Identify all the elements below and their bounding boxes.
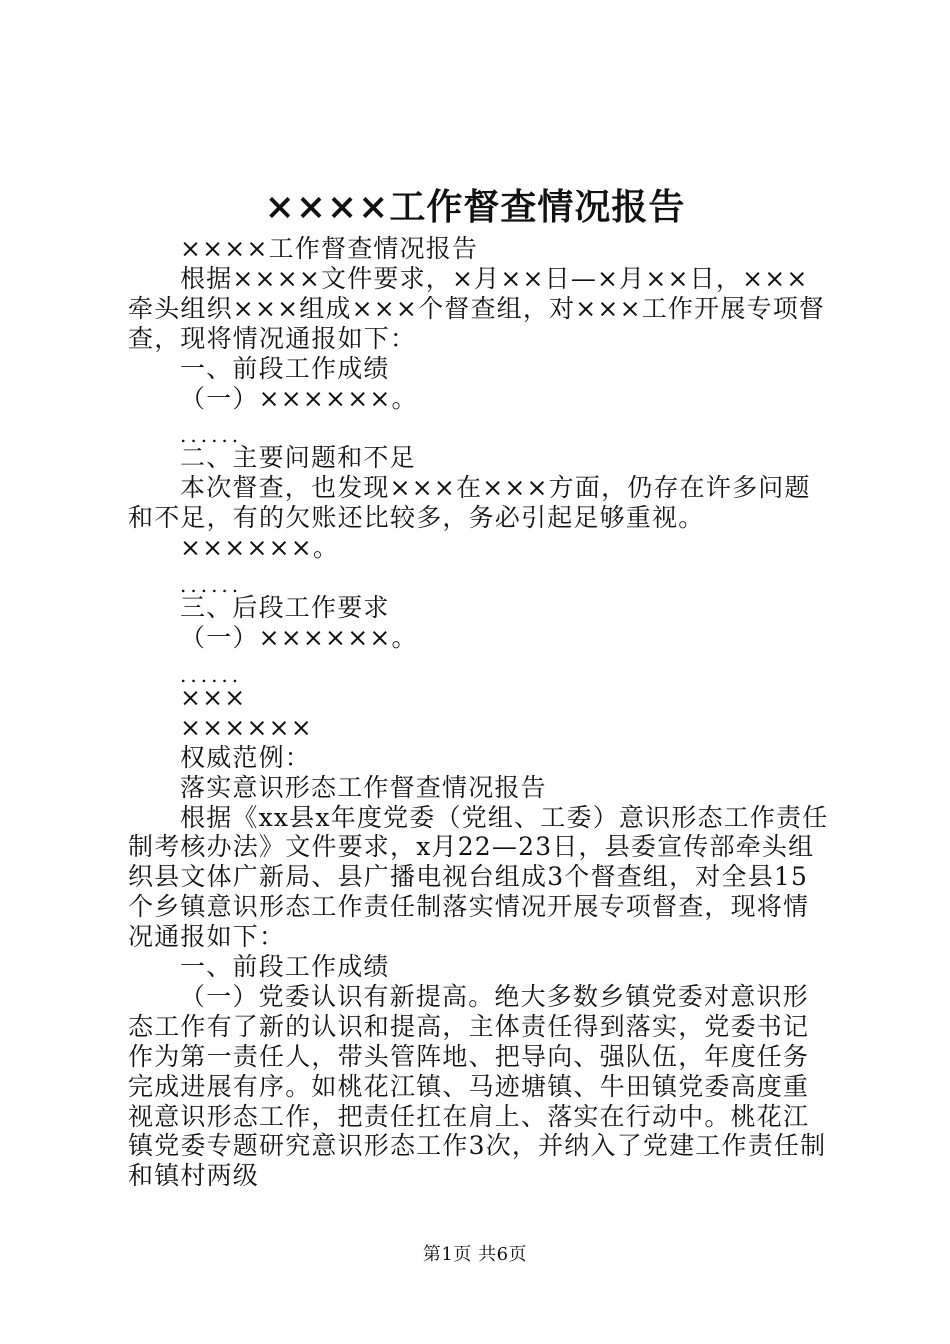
paragraph-intro: 根据××××文件要求，×月××日—×月××日，×××牵头组织×××组成×××个督查组，对×××工作开展专项督查，现将情况通报如下： xyxy=(128,263,826,353)
example-title: 落实意识形态工作督查情况报告 xyxy=(180,772,547,802)
example-paragraph-1: （一）党委认识有新提高。绝大多数乡镇党委对意识形态工作有了新的认识和提高，主体责任得到落实，党委书记作为第一责任人，带头管阵地、把导向、强队伍，年度任务完成进展有序。如桃花江镇、马迹塘镇、牛田镇党委高度重视意识形态工作，把责任扛在肩上、落实在行动中。桃花江镇党委专题研究意识形态工作3次，并纳入了党建工作责任制和镇村两级 xyxy=(128,981,827,1191)
ellipsis-1: ...... xyxy=(180,423,243,448)
page-number: 第1页 共6页 xyxy=(422,1244,528,1265)
paragraph-problems-detail: ××××××。 xyxy=(180,533,340,563)
paragraph-subtitle: ××××工作督查情况报告 xyxy=(180,234,479,263)
ellipsis-3: ...... xyxy=(180,662,243,687)
document-title: ××××工作督查情况报告 xyxy=(264,186,686,228)
example-label: 权威范例： xyxy=(180,742,312,772)
heading-section-2: 二、主要问题和不足 xyxy=(180,443,416,473)
example-heading-section-1: 一、前段工作成绩 xyxy=(180,952,390,982)
example-intro: 根据《xx县x年度党委（党组、工委）意识形态工作责任制考核办法》文件要求，x月22—23日，县委宣传部牵头组织县文体广新局、县广播电视台组成3个督查组，对全县15个乡镇意识形态工作责任制落实情况开展专项督查，现将情况通报如下： xyxy=(128,802,829,952)
signature-date: ×××××× xyxy=(180,712,313,742)
heading-section-1: 一、前段工作成绩 xyxy=(180,353,390,383)
ellipsis-2: ...... xyxy=(180,573,243,598)
heading-section-3: 三、后段工作要求 xyxy=(180,593,390,623)
paragraph-problems: 本次督查，也发现×××在×××方面，仍存在许多问题和不足，有的欠账还比较多，务必引起足够重视。 xyxy=(128,473,811,533)
signature-org: ××× xyxy=(180,682,247,712)
list-item-3-1: （一）××××××。 xyxy=(180,622,418,652)
list-item-1-1: （一）××××××。 xyxy=(180,383,418,413)
document-body xyxy=(128,234,830,1191)
